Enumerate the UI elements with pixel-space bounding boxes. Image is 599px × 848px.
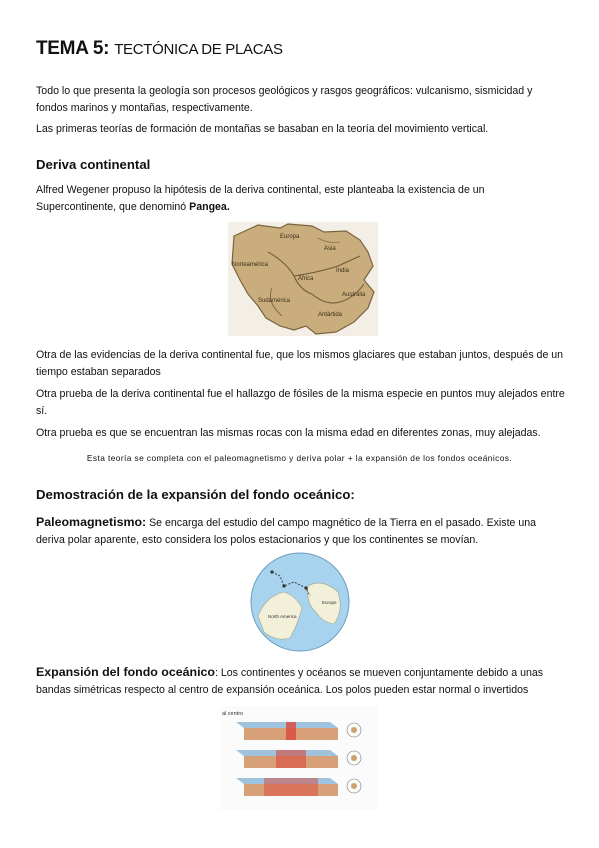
- mountain-theory-paragraph: Las primeras teorías de formación de montañas se basaban en la teoría del movimiento vertical.: [36, 123, 489, 135]
- map-label-asia: Asia: [324, 246, 336, 252]
- seafloor-spreading-term: Expansión del fondo oceánico: [36, 665, 215, 679]
- title-number: TEMA 5:: [36, 38, 110, 59]
- rocks-paragraph: Otra prueba es que se encuentran las mismas rocas con la misma edad en diferentes zonas, muy alejadas.: [36, 427, 541, 439]
- paleomagnetism-term: Paleomagnetismo:: [36, 515, 147, 529]
- wegener-text: Alfred Wegener propuso la hipótesis de la deriva continental, este planteaba la existencia de un Supercontinente, que denominó: [36, 184, 485, 213]
- pangea-map: [228, 222, 378, 336]
- pangea-term: Pangea.: [189, 201, 230, 213]
- map-label-norteamerica: Norteamérica: [232, 262, 269, 268]
- pangea-map-graphic: [228, 222, 378, 336]
- map-label-india: India: [336, 268, 350, 274]
- paleomagnetism-paragraph: [36, 514, 566, 549]
- map-label-europa: Europa: [280, 234, 300, 240]
- title-text: TECTÓNICA DE PLACAS: [114, 41, 283, 58]
- fossils-paragraph: Otra prueba de la deriva continental fue el hallazgo de fósiles de la misma especie en puntos muy alejados entre sí.: [36, 388, 565, 417]
- map-label-australia: Australia: [342, 292, 366, 298]
- seafloor-spreading-text: : Los continentes y océanos se mueven conjuntamente debido a unas bandas simétricas respecto al centro de expansión oceánica. Los polos pueden estar normal o invertidos: [36, 667, 544, 696]
- glaciers-paragraph: Otra de las evidencias de la deriva continental fue, que los mismos glaciares que estaban juntos, después de un tiempo estaban separados: [36, 349, 564, 378]
- diagram-caption: al centro: [222, 711, 244, 717]
- section-heading-demostracion: Demostración de la expansión del fondo oceánico:: [36, 487, 355, 502]
- seafloor-spreading-diagram: [220, 706, 378, 810]
- seafloor-spreading-graphic: [220, 706, 378, 810]
- polar-wander-globe-graphic: [250, 552, 350, 652]
- theory-note: Esta teoría se completa con el paleomagnetismo y deriva polar + la expansión de los fondos oceánicos.: [86, 453, 513, 463]
- polar-wander-globe: [250, 552, 350, 652]
- globe-label-europe: Europe: [322, 600, 337, 605]
- seafloor-spreading-paragraph: [36, 664, 566, 699]
- page-title: [36, 38, 283, 60]
- globe-label-north-america: North America: [268, 614, 297, 619]
- map-label-antartida: Antártida: [318, 312, 343, 318]
- intro-paragraph: Todo lo que presenta la geología son procesos geológicos y rasgos geográficos: vulcanismo, sismicidad y fondos marinos y montañas, respectivamente.: [36, 85, 533, 114]
- map-label-africa: África: [298, 276, 314, 282]
- paleomagnetism-text: Se encarga del estudio del campo magnético de la Tierra en el pasado. Existe una deriva polar aparente, esto considera los polos estacionarios y que los continentes se movían.: [36, 517, 537, 546]
- map-label-sudamerica: Sudamérica: [258, 298, 291, 304]
- section-heading-deriva: Deriva continental: [36, 157, 151, 172]
- wegener-paragraph: [36, 182, 566, 216]
